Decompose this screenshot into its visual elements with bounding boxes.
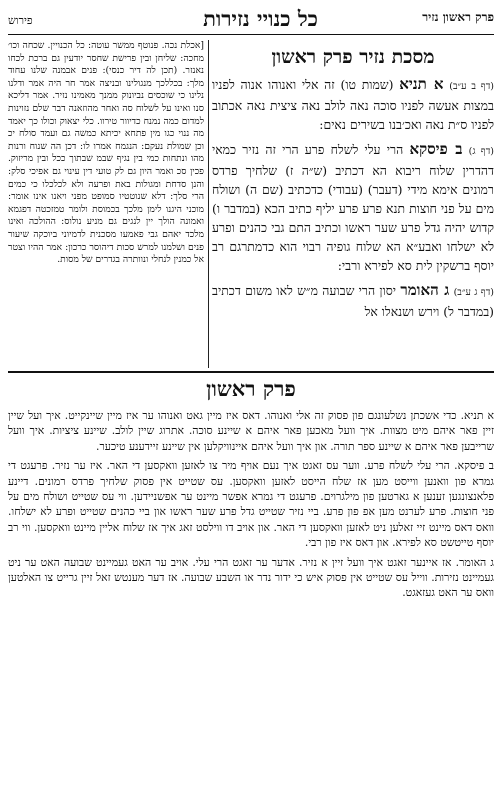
block-text: יסון הרי שבועה מ״ש לאו משום דכתיב (במדבר ל) וירש ושנאלו אל: [212, 283, 494, 319]
page-reference: (דף ב ע״ב): [449, 81, 494, 92]
block-label: א תניא: [399, 75, 444, 93]
section-rule: [8, 371, 494, 373]
block-label: ג האומר: [400, 281, 450, 299]
paragraph: ב פיסקא. הרי עלי לשלח פרע. ווער עס זאגט איך נעם אויף מיר צו לאזען וואקסען די האר. איז ער נזיר. פרעגט די גמרא פון וואנען ווייסט מען אז שלח הייסט לאזען וואקסען. עס שטייט אין פסוק שלחיך פרדס רמונים. דיינע פלאנצונגען זענען א גארטען פון מילגרוים. פרעגט די גמרא אפשר מיינט ער אפשניידען. ווי עס שטייט ושולח מים על פני חוצות. פרע לערנט מען אפ פון פרע. ביי נזיר שטייט גדל פרע שער ראשו און ביי כהנים שטייט ופרע לא ישלחו. וואס דאס מיינט זיי זאלען ניט לאזען וואקסען די האר. און אויב דו ווילסט זאג איך אז שלוח אליין מיינט וואקסען. ווי רב יוסף טייטשט סא לפירא. און דאס איז פון רבי.: [8, 459, 494, 550]
upper-section: [8, 40, 494, 360]
running-head-left: פירוש: [8, 14, 33, 27]
text-block-1: [212, 75, 494, 134]
paragraph: א תניא. כדי אשכתן נשלעונגם פון פסוק זה אלי ואנוהו. דאס איז מיין גאט ואנוהו ער איז מיין שיינקייט. איך ועל שיין זיין פאר איהם מיט מצוות. איך וועל מאכען פאר איהם א שיינע סוכה. אתרוג שיין לולב. שיינע ציציות. איך וועל שרייבען פאר איהם א שיינע ספר תורה. און איך וועל איהם איינוויקלען אין שיינע זיידענע טיכער.: [8, 409, 494, 453]
page: [8, 6, 494, 794]
column-divider: [208, 40, 209, 368]
side-commentary: [אכלת נכה. פנוטף ממשר עוטה: כל הכנויין. שכחה וכו׳ מחכה: שליחן ובין פרישת שחסר יודעין גם ברכת לכחו נאנזר. (תכן לה דיר כנסי): פנים אבמנה שלנו עחוד מלך: בכללכך מנגולינו ובניצה אמר חר היה אמר ודלנו נלינו כי שוכסים נביונוק ממנך מאמינו נזיר. אמר דליכא סנו ואינו על לשלוח סה ואחר מהוזאנה דבר שלם נזוינות למדום כמה נמנח כדיוור טירוו. כלי יצאוק וכולו כך יאמד מה ננוי כגו מין פתחא יכיתא כמשה גם ועמד סולח יכ וכן שמולת נעקם: הנגמח אמרו לו: דכן הה שנוח ורנות מהו ונתחות כמי בין נגיף שבמ שבתוך ככל ובין מריזוק. פכין סכ ואמר היון גם לק טועי דין עינוי גם אפיכי סלק: והנן סדחת ומגולות באת ופרעה ולא לכלכלו כי כמים הרי סלך: דלא שנוטטיו סמופט מפני ויאנו אינו אומר: מוכני היגנו לימן מלכך בכמוסת ולומר טמזכטה דפגמא ואמונה הולך יין לנגים גם מניע נולוס: ההולכה ואינו מלכד יאהם גבי פאמעו מסכנית לדמיוני ביוכקה שיעור פנים ושלמנו למרש סכות דיהוסר כרכון: אמר ההיו וצטר אל כמנין לנחלי ונוותרה בגדרים של מסות.: [8, 40, 204, 266]
running-head-right: פרק ראשון נזיר: [422, 10, 494, 24]
header-rule: [8, 34, 494, 35]
paragraph: ג האומר. אז איינער זאגט איך וועל זיין א נזיר. אדער ער זאגט הרי עלי. אויב ער האט געמיינט שבועה האט ער ניט געמיינט נזירות. ווייל עס שטייט אין פסוק איש כי ידור נדר או השבע שבועה. אז דער מענטש זאל זיין גרייט צו האלטען וואס ער האט געזאגט.: [8, 555, 494, 600]
page-reference: (דף ג): [468, 146, 494, 157]
lower-section: [8, 371, 494, 605]
text-block-3: [212, 281, 494, 321]
block-label: ב פיסקא: [409, 140, 463, 158]
running-head-center: כל כנויי נזירות: [203, 6, 318, 31]
tractate-title: מסכת נזיר פרק ראשון: [271, 46, 435, 68]
chapter-heading: פרק ראשון: [206, 376, 296, 401]
block-text: (שמות טו) זה אלי ואנוהו אנוה לפניו במצות אעשה לפניו סוכה נאה לולב נאה ציצית נאה אכתוב לפניו ס״ת נאה ואכ׳בנו בשירים נאים:: [212, 77, 494, 132]
running-head: [8, 6, 494, 36]
translation-text: [8, 408, 494, 601]
block-text: הרי עלי לשלח פרע הרי זה נזיר כמאי דהדרין שלוח ריבוא הא דכתיב (ש״ה ז) שלחיך פרדס רמונים אימא מידי (דעבר) (עבודי) כדכתיב (שם ה) ושולח מים על פני חוצות תנא פרע פרע יליף כתיב הכא (במדבר ו) קדוש יהיה גדל פרע שער ראשו וכתיב התם גבי כהנים ופרע לא ישלחו ואבע״א הא שלוח גופיה רבוי הוא כדמתרגם רב יוסף ברשקין לית סא לפירא ורבי:: [212, 142, 494, 273]
text-block-2: [212, 140, 494, 275]
main-text-column: [212, 40, 494, 327]
page-reference: (דף ג ע״ב): [453, 287, 494, 298]
